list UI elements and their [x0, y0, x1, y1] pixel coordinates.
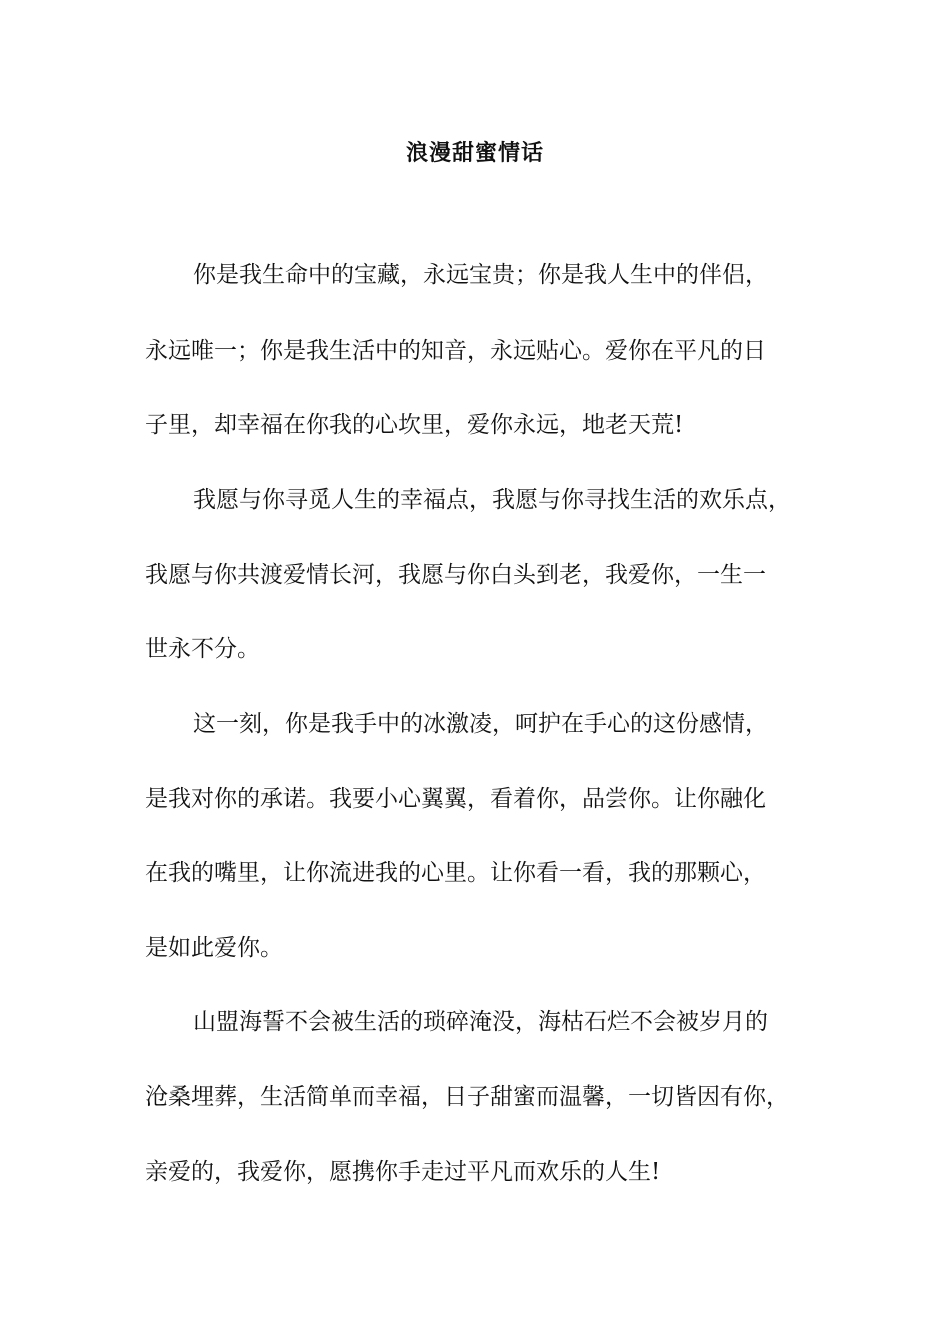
paragraph-3-line-4: 是如此爱你。 — [145, 935, 283, 961]
document-title: 浪漫甜蜜情话 — [405, 140, 544, 166]
paragraph-3-line-2: 是我对你的承诺。我要小心翼翼，看着你，品尝你。让你融化 — [145, 786, 766, 812]
paragraph-4-line-1: 山盟海誓不会被生活的琐碎淹没，海枯石烂不会被岁月的 — [193, 1009, 768, 1035]
paragraph-1-line-3: 子里，却幸福在你我的心坎里，爱你永远，地老天荒! — [145, 412, 684, 438]
paragraph-2-line-1: 我愿与你寻觅人生的幸福点，我愿与你寻找生活的欢乐点， — [193, 487, 791, 513]
paragraph-1-line-1: 你是我生命中的宝藏，永远宝贵；你是我人生中的伴侣， — [193, 262, 768, 288]
paragraph-1-line-2: 永远唯一；你是我生活中的知音，永远贴心。爱你在平凡的日 — [145, 338, 766, 364]
paragraph-2-line-2: 我愿与你共渡爱情长河，我愿与你白头到老，我爱你，一生一 — [145, 562, 766, 588]
paragraph-3-line-3: 在我的嘴里，让你流进我的心里。让你看一看，我的那颗心， — [145, 860, 766, 886]
paragraph-4-line-2: 沧桑埋葬，生活简单而幸福，日子甜蜜而温馨，一切皆因有你， — [145, 1084, 789, 1110]
paragraph-4-line-3: 亲爱的，我爱你，愿携你手走过平凡而欢乐的人生! — [145, 1159, 661, 1185]
paragraph-2-line-3: 世永不分。 — [145, 636, 260, 662]
paragraph-3-line-1: 这一刻，你是我手中的冰激凌，呵护在手心的这份感情， — [193, 711, 768, 737]
